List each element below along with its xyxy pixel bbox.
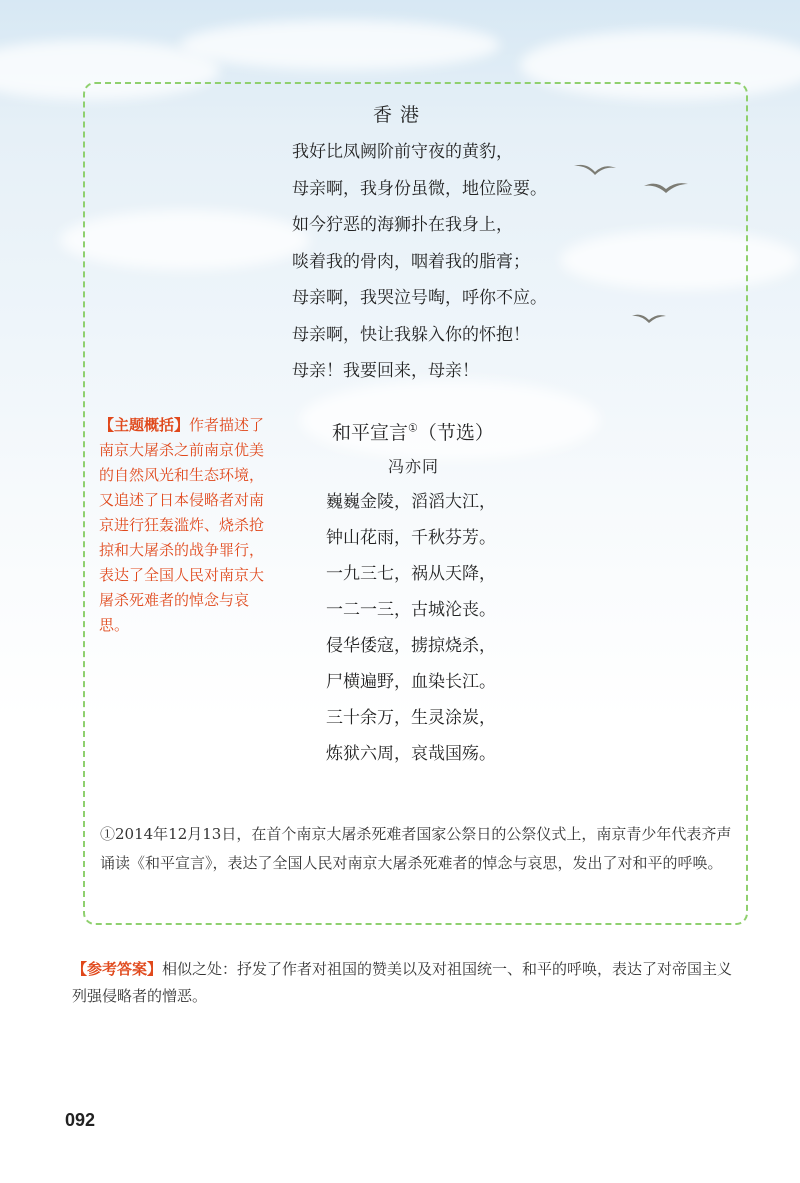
poem-lines <box>292 134 547 390</box>
page-number: 092 <box>65 1110 96 1130</box>
poem-line: 钟山花雨，千秋芬芳。 <box>326 528 496 548</box>
poem-line: 母亲啊，快让我躲入你的怀抱！ <box>292 324 530 345</box>
poem-line: 巍巍金陵，滔滔大江， <box>326 492 496 512</box>
poem-line: 母亲啊，我哭泣号啕，呼你不应。 <box>292 288 547 308</box>
reference-answer <box>72 956 742 1010</box>
seagull-icon <box>630 310 668 326</box>
reference-answer-text: 相似之处：抒发了作者对祖国的赞美以及对祖国统一、和平的呼唤，表达了对帝国主义列强侵略者的憎恶。 <box>72 960 733 1005</box>
theme-summary-text: 作者描述了南京大屠杀之前南京优美的自然风光和生态环境，又追述了日本侵略者对南京进行狂轰滥炸、烧杀抢掠和大屠杀的战争罪行，表达了全国人民对南京大屠杀死难者的悼念与哀思。 <box>99 416 265 634</box>
poem-line: 如今狞恶的海狮扑在我身上， <box>292 215 513 235</box>
poem-title <box>332 418 494 445</box>
poem-line: 母亲啊，我身份虽微，地位险要。 <box>292 178 547 199</box>
poem-line: 母亲！我要回来，母亲！ <box>292 361 479 381</box>
poem-line: 一九三七，祸从天降， <box>326 564 496 584</box>
cloud <box>180 20 500 70</box>
poem-lines <box>326 484 496 772</box>
theme-summary <box>99 413 265 638</box>
poem-line: 三十余万，生灵涂炭， <box>326 708 496 728</box>
poem-line: 一二一三，古城沦丧。 <box>326 600 496 620</box>
poem-line: 啖着我的骨肉，咽着我的脂膏； <box>292 251 530 272</box>
poem-line: 尸横遍野，血染长江。 <box>326 672 496 692</box>
seagull-icon <box>572 160 618 178</box>
theme-summary-tag: 【主题概括】 <box>99 416 190 434</box>
poem-subtitle: （节选） <box>417 422 494 444</box>
poem-line: 侵华倭寇，掳掠烧杀， <box>326 636 496 656</box>
poem-line: 我好比凤阙阶前守夜的黄豹， <box>292 142 513 162</box>
poem-title: 香港 <box>372 104 427 126</box>
footnote-mark: ① <box>408 421 418 435</box>
poem-author: 冯亦同 <box>388 457 440 476</box>
seagull-icon <box>642 178 690 196</box>
footnote: ①2014年12月13日，在首个南京大屠杀死难者国家公祭日的公祭仪式上，南京青少年代表齐声诵读《和平宣言》，表达了全国人民对南京大屠杀死难者的悼念与哀思，发出了对和平的呼唤。 <box>100 825 732 872</box>
poem-title-text: 和平宣言 <box>332 422 409 444</box>
poem-line: 炼狱六周，哀哉国殇。 <box>326 744 496 764</box>
reference-answer-tag: 【参考答案】 <box>72 960 163 978</box>
